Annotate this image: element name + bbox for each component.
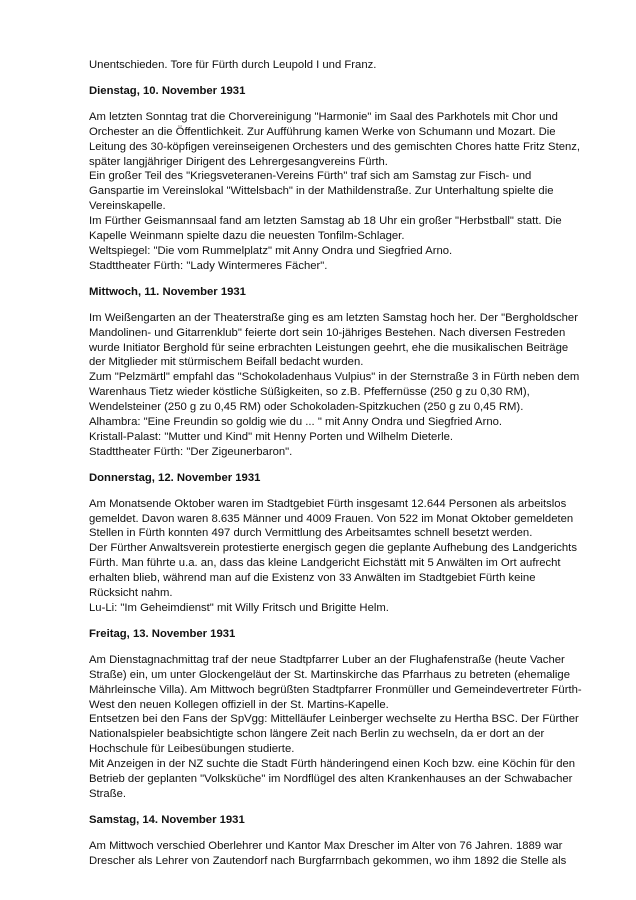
- text-line: Mit Anzeigen in der NZ suchte die Stadt Fürth händeringend einen Koch bzw. eine Köchin für den: [89, 758, 576, 771]
- text-line: erhalten blieb, während man auf die Existenz von 33 Anwälten im Stadtgebiet Fürth keine: [89, 572, 536, 585]
- paragraph-gap: [89, 73, 559, 84]
- text-line: gemeldet. Davon waren 8.635 Männer und 4009 Frauen. Von 522 im Monat Oktober gemeldeten: [89, 512, 574, 525]
- document-body: [89, 58, 582, 869]
- text-line: Am Dienstagnachmittag traf der neue Stadtpfarrer Luber an der Flughafenstraße (heute Vacher: [89, 653, 565, 666]
- text-line: Der Fürther Anwaltsverein protestierte energisch gegen die geplante Aufhebung des Landgerichts: [89, 542, 577, 555]
- paragraph-gap: [89, 486, 559, 497]
- text-line: Orchester an die Öffentlichkeit. Zur Aufführung kamen Werke von Schumann und Mozart. Die: [89, 125, 556, 138]
- paragraph-gap: [89, 460, 559, 471]
- text-line: Am Monatsende Oktober waren im Stadtgebiet Fürth insgesamt 12.644 Personen als arbeitslos: [89, 497, 567, 510]
- text-line: Fürth. Man führte u.a. an, dass das kleine Landgericht Eichstätt mit 5 Anwälten im Ort aufrecht: [89, 557, 561, 570]
- text-line: Vereinskapelle.: [89, 200, 166, 213]
- text-line: Hochschule für Leibesübungen studierte.: [89, 743, 295, 756]
- text-line: West den neuen Kollegen offiziell in der St. Martins-Kapelle.: [89, 698, 389, 711]
- section-heading: Samstag, 14. November 1931: [89, 813, 245, 826]
- paragraph-gap: [89, 99, 559, 110]
- text-line: später langjähriger Dirigent des Lehrergesangvereins Fürth.: [89, 155, 388, 168]
- text-line: Stadttheater Fürth: "Lady Wintermeres Fächer".: [89, 259, 328, 272]
- paragraph-gap: [89, 802, 559, 813]
- text-line: Entsetzen bei den Fans der SpVgg: Mittelläufer Leinberger wechselte zu Hertha BSC. Der Fürther: [89, 713, 579, 726]
- paragraph-gap: [89, 642, 559, 653]
- text-line: Lu-Li: "Im Geheimdienst" mit Willy Fritsch und Brigitte Helm.: [89, 602, 389, 614]
- text-line: Zum "Pelzmärtl" empfahl das "Schokoladenhaus Vulpius" in der Sternstraße 3 in Fürth neben dem: [89, 371, 580, 384]
- text-line: Mährleinsche Villa). Am Mittwoch begrüßten Stadtpfarrer Fronmüller und Gemeindevertreter Fürth-: [89, 683, 582, 696]
- text-line: Im Weißengarten an der Theaterstraße ging es am letzten Samstag hoch her. Der "Bergholdscher: [89, 311, 578, 324]
- text-line: Ganspartie im Vereinslokal "Wittelsbach" in der Mathildenstraße. Zur Unterhaltung spielte die: [89, 185, 554, 198]
- text-line: Leitung des 30-köpfigen vereinseigenen Orchesters und des gemischten Chores hatte Fritz Stenz,: [89, 140, 581, 153]
- section-heading: Donnerstag, 12. November 1931: [89, 471, 261, 484]
- text-line: wurde Initiator Berghold für seine erbrachten Leistungen geehrt, ehe die musikalischen Beiträge: [89, 341, 569, 354]
- text-line: Am Mittwoch verschied Oberlehrer und Kantor Max Drescher im Alter von 76 Jahren. 1889 war: [89, 839, 563, 852]
- text-line: Kapelle Weinmann spielte dazu die neuesten Tonfilm-Schlager.: [89, 230, 405, 243]
- text-line: Warenhaus Tietz wieder köstliche Süßigkeiten, so z.B. Pfeffernüsse (250 g zu 0,30 RM),: [89, 386, 530, 399]
- text-line: Im Fürther Geismannsaal fand am letzten Samstag ab 18 Uhr ein großer "Herbstball" statt. Die: [89, 215, 562, 228]
- paragraph-gap: [89, 300, 559, 311]
- text-line: Mandolinen- und Gitarrenklub" feierte dort sein 10-jähriges Bestehen. Nach diversen Festreden: [89, 326, 566, 339]
- text-line: Ein großer Teil des "Kriegsveteranen-Vereins Fürth" traf sich am Samstag zur Fisch- und: [89, 170, 532, 183]
- text-line: Kristall-Palast: "Mutter und Kind" mit Henny Porten und Wilhelm Dieterle.: [89, 430, 454, 443]
- text-line: Wendelsteiner (250 g zu 0,45 RM) oder Schokoladen-Spitzkuchen (250 g zu 0,45 RM).: [89, 401, 524, 414]
- text-line: Nationalspieler beabsichtigte schon längere Zeit nach Berlin zu wechseln, da er dort an der: [89, 728, 545, 741]
- text-line: Stellen in Fürth konnten 497 durch Vermittlung des Arbeitsamtes schnell besetzt werden.: [89, 527, 533, 540]
- text-line: Stadttheater Fürth: "Der Zigeunerbaron".: [89, 445, 293, 458]
- section-heading: Freitag, 13. November 1931: [89, 627, 236, 640]
- text-line: Alhambra: "Eine Freundin so goldig wie du ... " mit Anny Ondra und Siegfried Arno.: [89, 416, 503, 429]
- text-line: der Mitglieder mit stürmischem Beifall bedacht wurden.: [89, 356, 364, 369]
- text-line: Am letzten Sonntag trat die Chorvereinigung "Harmonie" im Saal des Parkhotels mit Chor und: [89, 110, 558, 123]
- text-line: Drescher als Lehrer von Zautendorf nach Burgfarrnbach gekommen, wo ihm 1892 die Stelle als: [89, 854, 567, 867]
- text-line: Straße.: [89, 787, 127, 800]
- text-line: Rücksicht nahm.: [89, 587, 173, 600]
- text-line: Straße) ein, um unter Glockengeläut der St. Martinskirche das Pfarrhaus zu betreten (ehemalige: [89, 668, 570, 681]
- text-line: Weltspiegel: "Die vom Rummelplatz" mit Anny Ondra und Siegfried Arno.: [89, 244, 453, 257]
- text-line: Unentschieden. Tore für Fürth durch Leupold I und Franz.: [89, 59, 377, 71]
- paragraph-gap: [89, 274, 559, 285]
- paragraph-gap: [89, 828, 559, 839]
- section-heading: Dienstag, 10. November 1931: [89, 84, 246, 97]
- text-line: Betrieb der geplanten "Volksküche" im Nordflügel des alten Krankenhauses an der Schwabacher: [89, 773, 573, 786]
- paragraph-gap: [89, 616, 559, 627]
- section-heading: Mittwoch, 11. November 1931: [89, 285, 246, 298]
